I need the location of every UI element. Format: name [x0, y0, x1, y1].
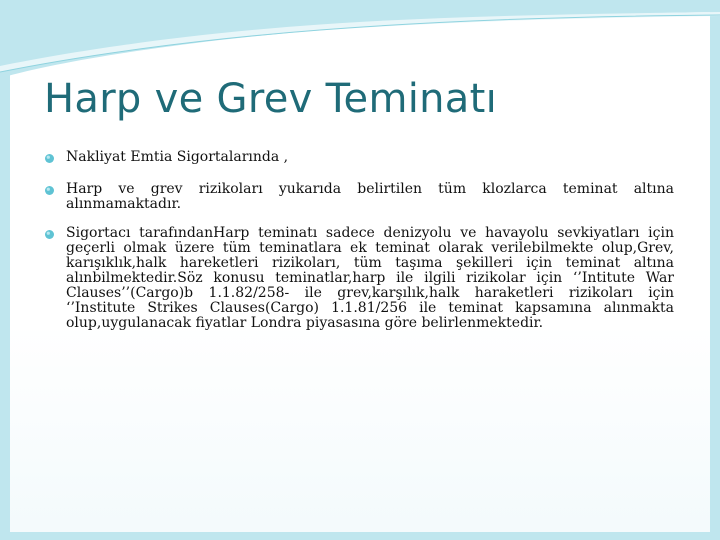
- bullet-item-3: [44, 226, 674, 331]
- frame-bottom: [0, 532, 720, 540]
- bullet-item-2: [44, 182, 674, 212]
- circle-bullet-icon: [44, 185, 55, 196]
- bullet-text-1: Nakliyat Emtia Sigortalarında ,: [66, 149, 289, 165]
- circle-bullet-icon: [44, 153, 55, 164]
- header-wave-decoration: [0, 0, 720, 80]
- bullet-list: [44, 150, 674, 345]
- circle-bullet-icon: [44, 229, 55, 240]
- bullet-text-2: Harp ve grev rizikoları yukarıda belirtilen tüm klozlarca teminat altına alınmamaktadır.: [66, 181, 674, 212]
- frame-left: [0, 0, 10, 540]
- page-title: Harp ve Grev Teminatı: [44, 76, 497, 122]
- bullet-item-1: [44, 150, 674, 165]
- frame-right: [710, 0, 720, 540]
- bullet-text-3: Sigortacı tarafındanHarp teminatı sadece denizyolu ve havayolu sevkiyatları için geçerli olmak üzere tüm teminatlara ek teminat olarak verilebilmekte olup,Grev, karışıklık,halk hareketleri rizikoları, tüm taşıma şekilleri için teminat altına alınbilmektedir.Söz konusu teminatlar,harp ile ilgili rizikolar için ‘’Intitute War Clauses’’(Cargo)b 1.1.82/258- ile grev,karşılık,halk haraketleri rizikoları için ‘’Institute Strikes Clauses(Cargo) 1.1.81/256 ile teminat kapsamına alınmakta olup,uygulanacak fiyatlar Londra piyasasına göre belirlenmektedir.: [66, 225, 674, 331]
